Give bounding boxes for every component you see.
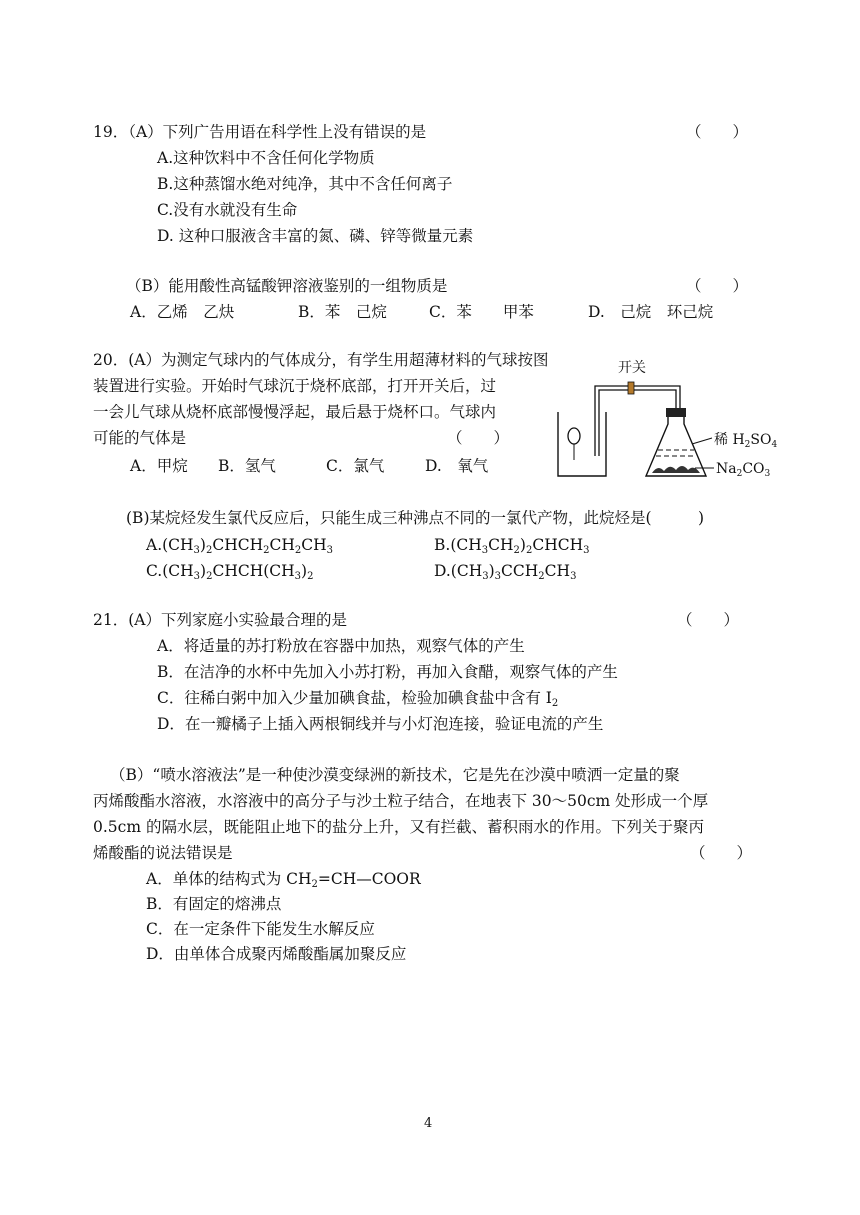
q21-b-line-2: 丙烯酸酯水溶液，水溶液中的高分子与沙土粒子结合，在地表下 30～50cm 处形成一个厚 bbox=[93, 792, 709, 810]
q21-b-answer-paren: （ ） bbox=[690, 844, 753, 862]
q21-a-option-d: D．在一瓣橘子上插入两根铜线并与小灯泡连接，验证电流的产生 bbox=[157, 715, 604, 733]
q20-a-answer-paren: （ ） bbox=[447, 429, 510, 447]
q20-a-option-a: A．甲烷 bbox=[130, 457, 188, 475]
q19-a-option-d: D. 这种口服液含丰富的氮、磷、锌等微量元素 bbox=[157, 227, 474, 245]
balloon-icon bbox=[568, 428, 580, 444]
q20-a-option-b: B．氢气 bbox=[218, 457, 276, 475]
q19-a-option-c: C.没有水就没有生命 bbox=[157, 201, 298, 219]
q20-a-option-c: C．氯气 bbox=[326, 457, 385, 475]
tube-inner bbox=[599, 390, 676, 456]
q21-a-answer-paren: （ ） bbox=[677, 611, 740, 629]
q19-b-option-c: C．苯 甲苯 bbox=[429, 303, 534, 321]
q20-b-stem: (B)某烷烃发生氯代反应后，只能生成三种沸点不同的一氯代产物，此烷烃是( ) bbox=[126, 509, 705, 527]
salt-label: $Na_2CO_3$ bbox=[716, 461, 771, 479]
q21-b-option-c: C．在一定条件下能发生水解反应 bbox=[146, 920, 375, 938]
q21-a-option-b: B．在洁净的水杯中先加入小苏打粉，再加入食醋，观察气体的产生 bbox=[157, 663, 618, 681]
q21-b-line-3: 0.5cm 的隔水层，既能阻止地下的盐分上升，又有拦截、蓄积雨水的作用。下列关于聚丙 bbox=[93, 818, 704, 836]
q20-a-line-2: 装置进行实验。开始时气球沉于烧杯底部，打开开关后，过 bbox=[93, 377, 497, 395]
q19-b-option-a: A．乙烯 乙炔 bbox=[130, 303, 235, 321]
q19-a-answer-paren: （ ） bbox=[686, 123, 749, 141]
q20-a-line-1: 20．(A）为测定气球内的气体成分，有学生用超薄材料的气球按图 bbox=[93, 351, 549, 369]
q19-a-option-b: B.这种蒸馏水绝对纯净，其中不含任何离子 bbox=[157, 175, 453, 193]
q21-b-line-4: 烯酸酯的说法错误是 bbox=[93, 844, 233, 862]
q21-b-option-a: A．单体的结构式为 $CH_2=CH—COOR$ bbox=[146, 870, 421, 890]
q20-b-option-a: $A.(CH_3)_2CHCH_2CH_2CH_3$ bbox=[146, 536, 334, 556]
switch-valve-icon bbox=[628, 382, 634, 394]
q20-b-option-b: $B.(CH_3CH_2)_2CHCH_3$ bbox=[434, 536, 590, 556]
q19-a-stem: 19．（A）下列广告用语在科学性上没有错误的是 bbox=[93, 123, 427, 141]
conical-flask-icon bbox=[646, 417, 706, 476]
q21-a-option-c: C．往稀白粥中加入少量加碘食盐，检验加碘食盐中含有 $I_2$ bbox=[157, 689, 559, 709]
sodium-carbonate-solid-icon bbox=[652, 466, 700, 473]
stopper-icon bbox=[666, 408, 686, 417]
apparatus-diagram bbox=[540, 352, 790, 482]
switch-label: 开关 bbox=[618, 360, 646, 376]
q21-b-option-b: B．有固定的熔沸点 bbox=[146, 895, 282, 913]
q21-b-option-d: D．由单体合成聚丙烯酸酯属加聚反应 bbox=[146, 945, 407, 963]
q21-a-option-a: A．将适量的苏打粉放在容器中加热，观察气体的产生 bbox=[157, 637, 525, 655]
acid-leader-line bbox=[692, 438, 712, 444]
q20-b-option-c: $C.(CH_3)_2CHCH(CH_3)_2$ bbox=[146, 562, 314, 582]
q21-b-line-1: （B）“喷水溶液法”是一种使沙漠变绿洲的新技术，它是先在沙漠中喷洒一定量的聚 bbox=[110, 766, 680, 784]
q20-a-line-3: 一会儿气球从烧杯底部慢慢浮起，最后悬于烧杯口。气球内 bbox=[93, 403, 497, 421]
q21-a-stem: 21．(A）下列家庭小实验最合理的是 bbox=[93, 611, 347, 629]
q20-a-option-d: D. 氧气 bbox=[425, 457, 489, 475]
q19-b-option-b: B．苯 己烷 bbox=[298, 303, 387, 321]
q20-b-option-d: $D.(CH_3)_3CCH_2CH_3$ bbox=[434, 562, 577, 582]
q19-b-stem: （B）能用酸性高锰酸钾溶液鉴别的一组物质是 bbox=[126, 277, 448, 295]
q20-a-line-4: 可能的气体是 bbox=[93, 429, 187, 447]
page-number: 4 bbox=[424, 1116, 433, 1131]
acid-label: 稀 $H_2SO_4$ bbox=[714, 432, 778, 450]
q19-a-option-a: A.这种饮料中不含任何化学物质 bbox=[157, 149, 375, 167]
q19-b-answer-paren: （ ） bbox=[686, 277, 749, 295]
tube-outer bbox=[595, 386, 680, 456]
q19-b-option-d: D. 己烷 环己烷 bbox=[588, 303, 714, 321]
